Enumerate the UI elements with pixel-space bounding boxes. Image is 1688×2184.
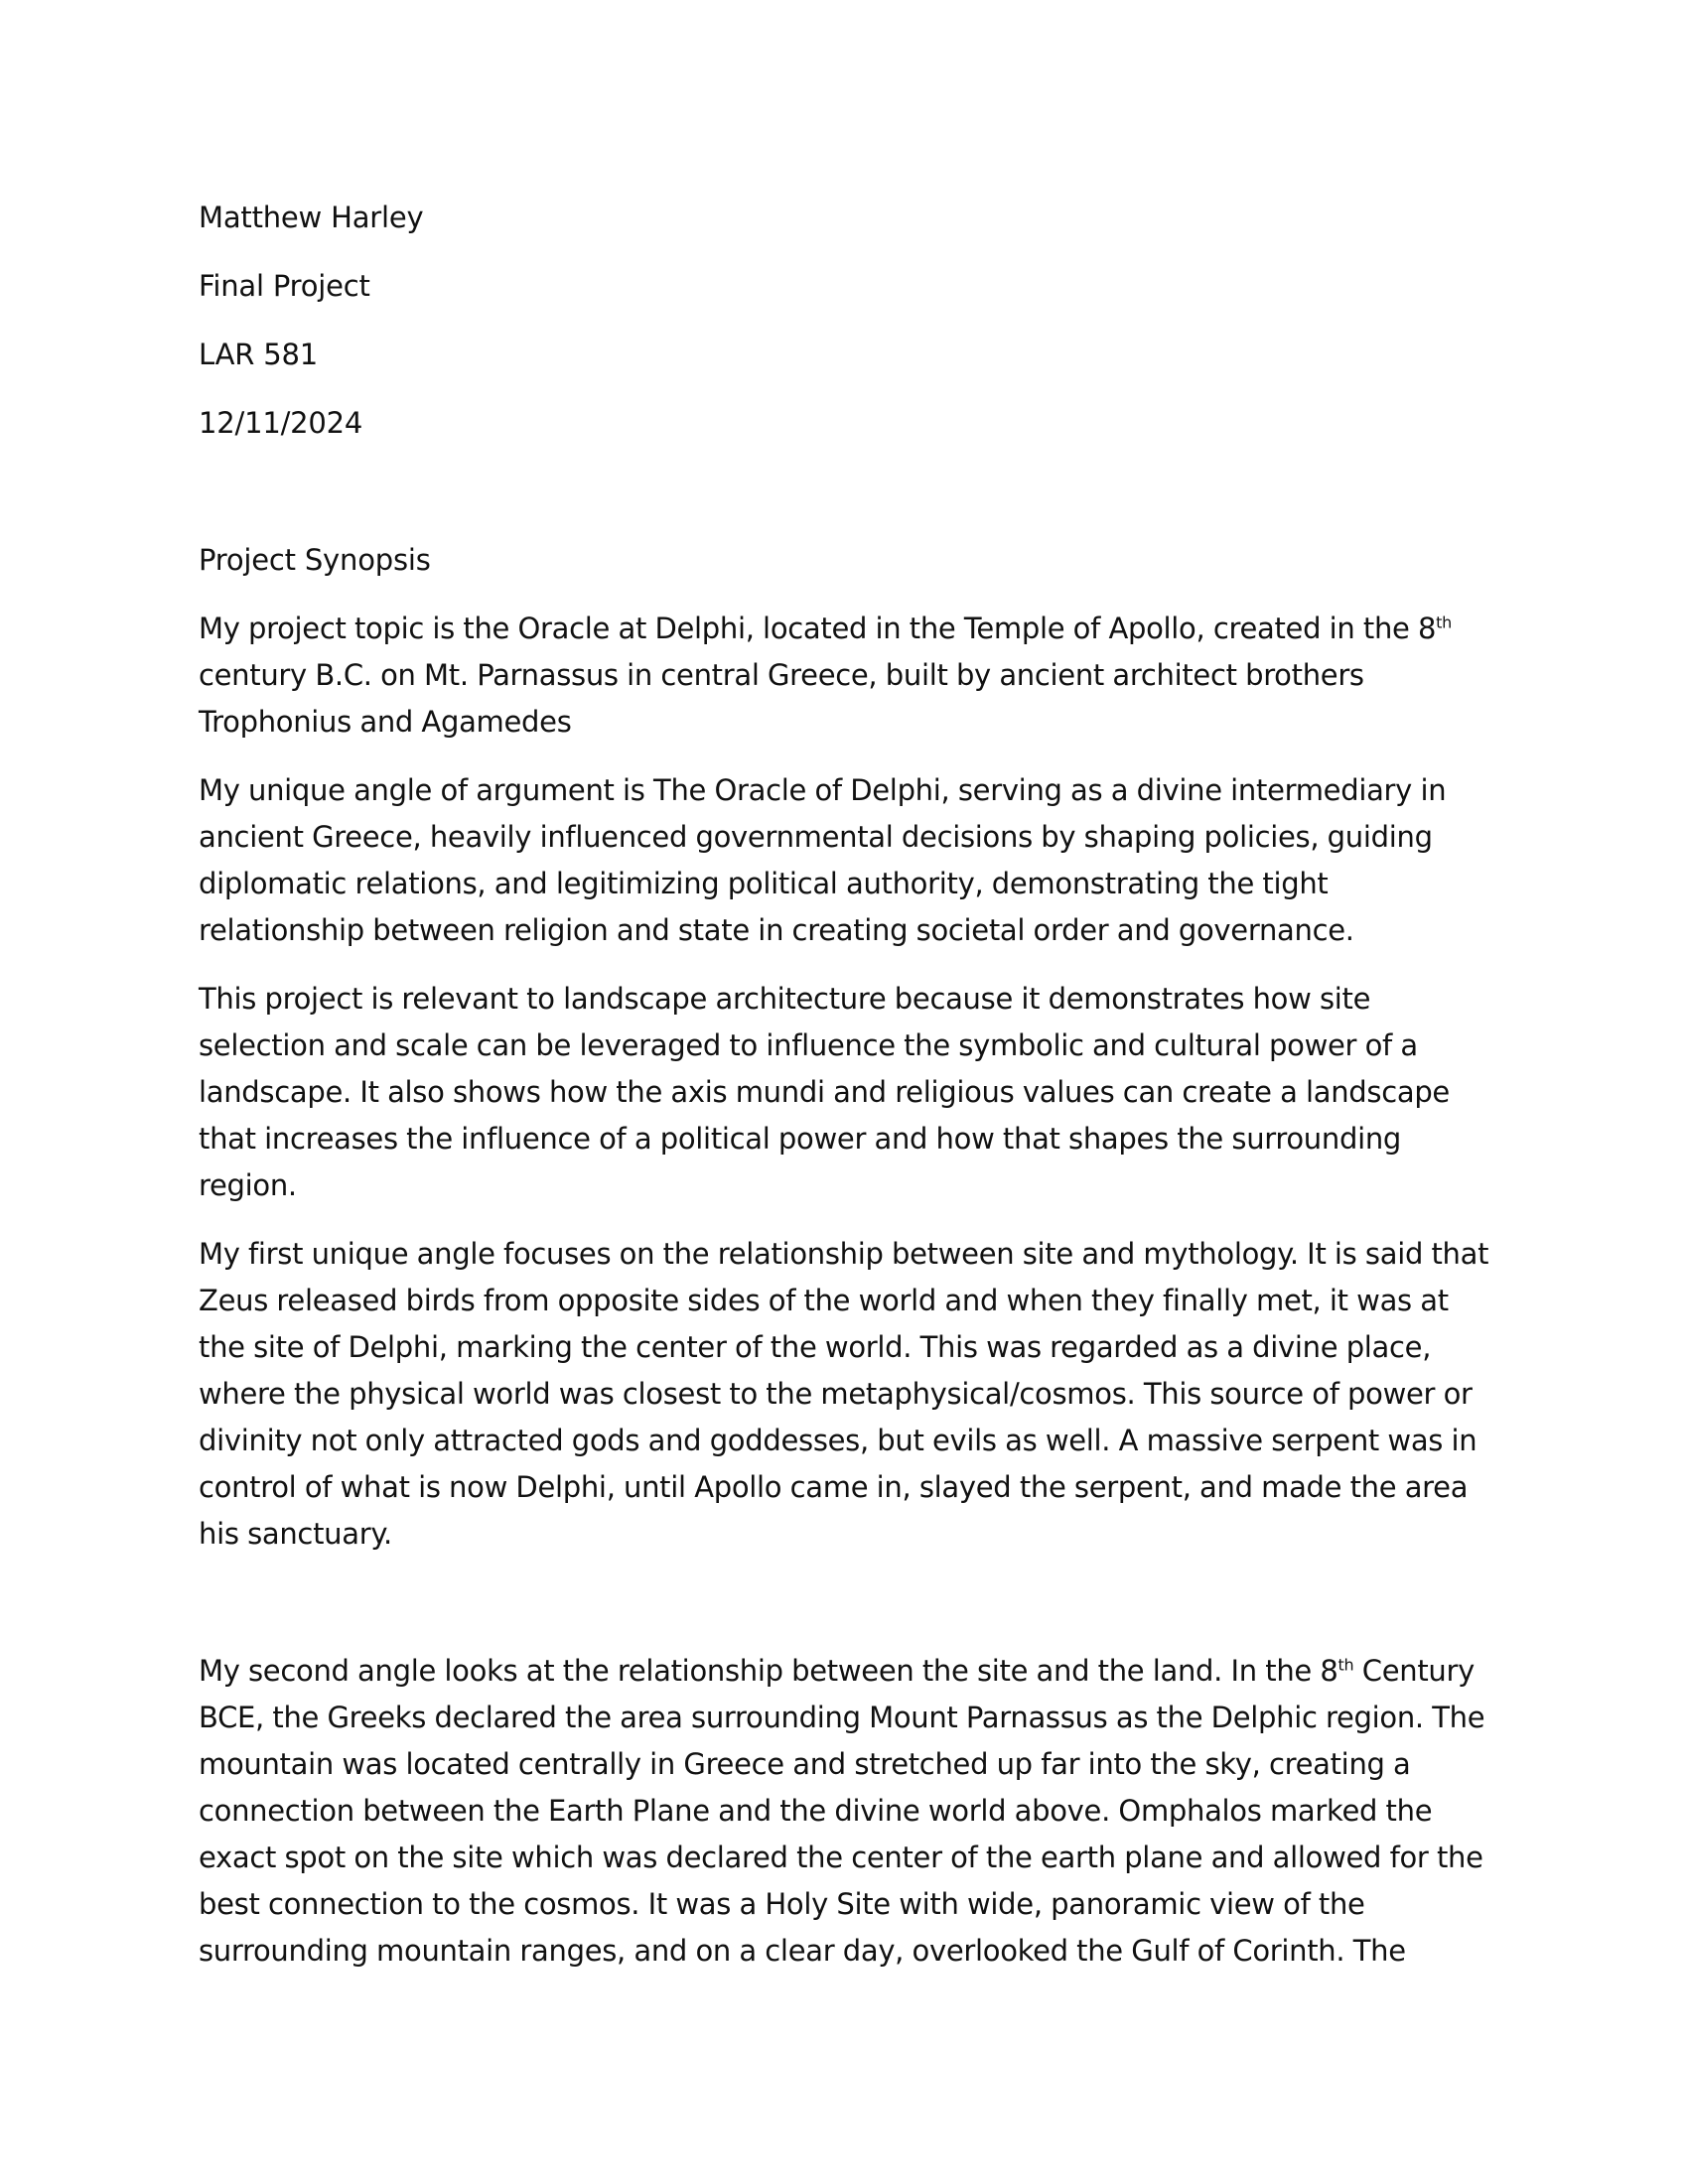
paragraph-second-angle-text-a: My second angle looks at the relationship between the site and the land. In the 8 xyxy=(199,1654,1338,1688)
ordinal-suffix: th xyxy=(1337,1655,1354,1675)
section-title: Project Synopsis xyxy=(199,543,431,577)
paragraph-first-angle: My first unique angle focuses on the relationship between site and mythology. It is said that Zeus released birds from opposite sides of the world and when they finally met, it was at the site of Delphi, marking the center of the world. This was regarded as a divine place, where the physical world was closest to the metaphysical/cosmos. This source of power or divinity not only attracted gods and goddesses, but evils as well. A massive serpent was in control of what is now Delphi, until Apollo came in, slayed the serpent, and made the area his sanctuary. xyxy=(199,1237,1489,1551)
paragraph-topic-text-a: My project topic is the Oracle at Delphi, located in the Temple of Apollo, created in the 8 xyxy=(199,612,1437,645)
document-date: 12/11/2024 xyxy=(199,406,363,440)
paragraph-second-angle xyxy=(199,1648,1489,1975)
author-name: Matthew Harley xyxy=(199,201,424,234)
paragraph-topic-text-b: century B.C. on Mt. Parnassus in central Greece, built by ancient architect brothers Trophonius and Agamedes xyxy=(199,658,1364,739)
spacer xyxy=(199,469,1489,537)
course-code: LAR 581 xyxy=(199,338,318,371)
paragraph-relevance: This project is relevant to landscape architecture because it demonstrates how site selection and scale can be leveraged to influence the symbolic and cultural power of a landscape. It also shows how the axis mundi and religious values can create a landscape that increases the influence of a political power and how that shapes the surrounding region. xyxy=(199,982,1450,1202)
ordinal-suffix: th xyxy=(1436,613,1452,632)
paragraph-argument: My unique angle of argument is The Oracle of Delphi, serving as a divine intermediary in ancient Greece, heavily influenced governmental decisions by shaping policies, guiding diplomatic relations, and legitimizing political authority, demonstrating the tight relationship between religion and state in creating societal order and governance. xyxy=(199,773,1447,947)
document-body xyxy=(199,195,1489,1996)
spacer xyxy=(199,1579,1489,1648)
assignment-title: Final Project xyxy=(199,269,370,303)
paragraph-second-angle-text-b: Century BCE, the Greeks declared the area surrounding Mount Parnassus as the Delphic region. The mountain was located centrally in Greece and stretched up far into the sky, creating a connection between the Earth Plane and the divine world above. Omphalos marked the exact spot on the site which was declared the center of the earth plane and allowed for the best connection to the cosmos. It was a Holy Site with wide, panoramic view of the surrounding mountain ranges, and on a clear day, overlooked the Gulf of Corinth. The xyxy=(199,1654,1485,1968)
paragraph-topic xyxy=(199,606,1489,746)
